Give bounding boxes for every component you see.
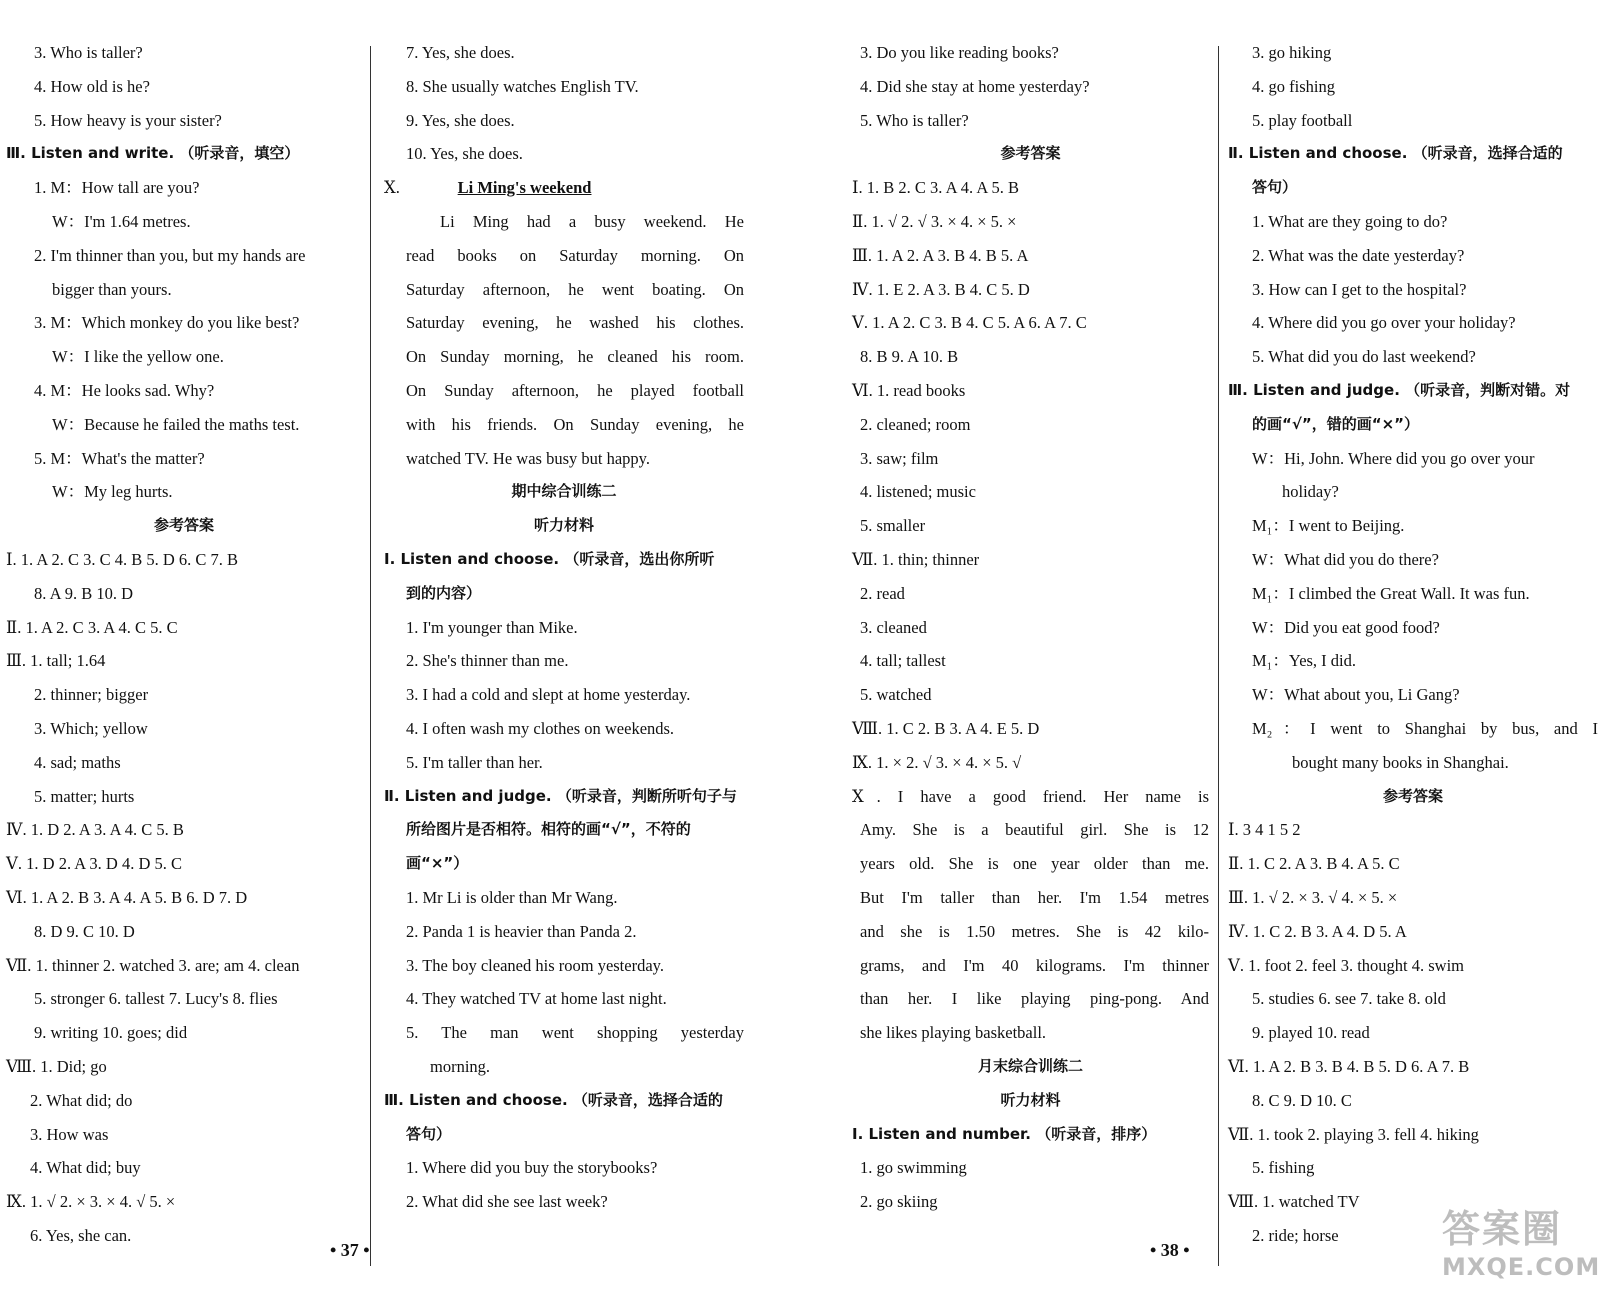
text-line: 5. smaller xyxy=(860,516,926,536)
section-number: Ⅹ. xyxy=(384,178,458,198)
text-line: 5. The man went shopping yesterday xyxy=(406,1023,744,1043)
text-line: grams, and I'm 40 kilograms. I'm thinner xyxy=(860,955,1209,975)
text-line: M₂：I went to Shanghai by bus, and I xyxy=(1252,718,1598,738)
text-line: W：My leg hurts. xyxy=(52,482,173,502)
text-line: holiday? xyxy=(1282,482,1339,502)
text-line: 4. They watched TV at home last night. xyxy=(406,989,667,1009)
text-line: bought many books in Shanghai. xyxy=(1292,752,1509,772)
text-line: 1. Mr Li is older than Mr Wang. xyxy=(406,887,618,907)
text-line: 4. How old is he? xyxy=(34,76,150,96)
text-line: 参考答案 xyxy=(1000,144,1061,163)
text-line: Ⅲ. 1. A 2. A 3. B 4. B 5. A xyxy=(852,245,1029,265)
page-number-37: • 37 • xyxy=(330,1240,370,1260)
text-line: Ⅱ. 1. C 2. A 3. B 4. A 5. C xyxy=(1228,854,1400,874)
text-line: W：I like the yellow one. xyxy=(52,347,224,367)
text-line: W：Did you eat good food? xyxy=(1252,617,1440,637)
text-line: Ⅵ. 1. A 2. B 3. A 4. A 5. B 6. D 7. D xyxy=(6,887,248,907)
text-line: Ⅱ. Listen and judge. （听录音，判断所听句子与 xyxy=(384,786,737,805)
text-line: read books on Saturday morning. On xyxy=(406,245,744,265)
text-line: Ⅳ. 1. C 2. B 3. A 4. D 5. A xyxy=(1228,921,1407,941)
text-line: Ⅶ. 1. thin; thinner xyxy=(852,549,980,569)
text-line: 3. go hiking xyxy=(1252,43,1332,62)
text-line: 4. Where did you go over your holiday? xyxy=(1252,313,1516,333)
text-line: 2. What did she see last week? xyxy=(406,1192,608,1212)
text-line: morning. xyxy=(430,1056,491,1076)
text-line: W：Hi, John. Where did you go over your xyxy=(1252,448,1535,468)
text-line: 的画“√”，错的画“×”） xyxy=(1252,414,1420,433)
text-line: 3. Which; yellow xyxy=(34,718,148,738)
text-line: 2. thinner; bigger xyxy=(34,685,149,705)
text-line: 8. D 9. C 10. D xyxy=(34,921,135,941)
text-line: 5. Who is taller? xyxy=(860,110,969,130)
text-line: 5. studies 6. see 7. take 8. old xyxy=(1252,989,1446,1009)
text-line: Ⅲ. 1. tall; 1.64 xyxy=(6,651,106,671)
text-line: 4. I often wash my clothes on weekends. xyxy=(406,718,675,738)
text-line: M₁：I climbed the Great Wall. It was fun. xyxy=(1252,583,1530,603)
text-line: 6. Yes, she can. xyxy=(30,1225,132,1245)
passage-title-text: Li Ming's weekend xyxy=(457,178,592,198)
text-line: 4. listened; music xyxy=(860,482,976,502)
text-line: Ⅰ. Listen and number. （听录音，排序） xyxy=(852,1124,1157,1143)
page-number-38: • 38 • xyxy=(1150,1240,1190,1260)
text-line: 月末综合训练二 xyxy=(977,1056,1083,1075)
text-line: 9. played 10. read xyxy=(1252,1023,1370,1043)
text-line: 5. I'm taller than her. xyxy=(406,752,543,772)
text-line: 参考答案 xyxy=(1382,786,1443,805)
text-line: 参考答案 xyxy=(153,516,214,535)
text-line: 期中综合训练二 xyxy=(511,482,617,501)
text-line: Ⅰ. 3 4 1 5 2 xyxy=(1228,820,1301,840)
column-4 xyxy=(1228,36,1598,1253)
text-line: 9. Yes, she does. xyxy=(406,110,515,130)
text-line: she likes playing basketball. xyxy=(860,1023,1047,1043)
text-line: 8. A 9. B 10. D xyxy=(34,583,134,603)
text-line: watched TV. He was busy but happy. xyxy=(406,448,650,468)
text-line: Ⅸ. 1. √ 2. × 3. × 4. √ 5. × xyxy=(6,1192,176,1212)
text-line: 4. M：He looks sad. Why? xyxy=(34,380,215,400)
text-line: Ⅵ. 1. A 2. B 3. B 4. B 5. D 6. A 7. B xyxy=(1228,1056,1470,1076)
text-line: 3. How was xyxy=(30,1124,109,1144)
text-line: 2. She's thinner than me. xyxy=(406,651,569,671)
text-line: Ⅷ. 1. C 2. B 3. A 4. E 5. D xyxy=(852,718,1040,738)
text-line: Ⅲ. Listen and write. （听录音，填空） xyxy=(6,144,300,163)
watermark-text-url: MXQE.COM xyxy=(1442,1253,1600,1281)
text-line: 1. go swimming xyxy=(860,1158,967,1178)
text-line: 8. B 9. A 10. B xyxy=(860,347,959,367)
text-line: 1. I'm younger than Mike. xyxy=(406,617,578,637)
text-line: 8. She usually watches English TV. xyxy=(406,76,639,96)
text-line: 2. ride; horse xyxy=(1252,1225,1339,1245)
text-line: Ⅹ. I have a good friend. Her name is xyxy=(852,786,1209,806)
text-line: 3. Do you like reading books? xyxy=(860,43,1059,62)
text-line: 4. tall; tallest xyxy=(860,651,946,671)
text-line: 5. What did you do last weekend? xyxy=(1252,347,1476,367)
text-line: Ⅲ. Listen and judge. （听录音，判断对错。对 xyxy=(1228,380,1571,399)
text-line: Ⅰ. 1. A 2. C 3. C 4. B 5. D 6. C 7. B xyxy=(6,549,239,569)
text-line: 5. M：What's the matter? xyxy=(34,448,205,468)
text-line: Li Ming had a busy weekend. He xyxy=(440,211,744,231)
column-2 xyxy=(384,36,744,1219)
text-line: 2. Panda 1 is heavier than Panda 2. xyxy=(406,921,637,941)
text-line: 听力材料 xyxy=(1000,1090,1061,1109)
text-line: with his friends. On Sunday evening, he xyxy=(406,414,744,434)
text-line: 10. Yes, she does. xyxy=(406,144,523,164)
text-line: 5. fishing xyxy=(1252,1158,1315,1178)
text-line: 9. writing 10. goes; did xyxy=(34,1023,188,1043)
text-line: 8. C 9. D 10. C xyxy=(1252,1090,1352,1110)
text-line: Ⅳ. 1. E 2. A 3. B 4. C 5. D xyxy=(852,279,1030,299)
text-line: 2. What did; do xyxy=(30,1090,133,1110)
text-line: Ⅷ. 1. Did; go xyxy=(6,1056,107,1076)
text-line: 2. I'm thinner than you, but my hands are xyxy=(34,245,306,265)
column-1 xyxy=(6,36,362,1253)
column-3 xyxy=(852,36,1209,1219)
column-divider-left xyxy=(370,46,371,1266)
text-line: W：What about you, Li Gang? xyxy=(1252,685,1460,705)
text-line: 听力材料 xyxy=(533,516,594,535)
text-line: Ⅶ. 1. thinner 2. watched 3. are; am 4. clean xyxy=(6,955,300,975)
text-line: 5. play football xyxy=(1252,110,1353,130)
text-line: 2. go skiing xyxy=(860,1192,938,1212)
text-line: 2. cleaned; room xyxy=(860,414,971,434)
text-line: Ⅴ. 1. foot 2. feel 3. thought 4. swim xyxy=(1228,955,1465,975)
text-line: 3. Who is taller? xyxy=(34,43,143,62)
text-line: 3. saw; film xyxy=(860,448,939,468)
text-line: Saturday evening, he washed his clothes. xyxy=(406,313,744,333)
text-line: 1. M：How tall are you? xyxy=(34,178,200,198)
text-line: 4. sad; maths xyxy=(34,752,121,772)
text-line: Ⅰ. 1. B 2. C 3. A 4. A 5. B xyxy=(852,178,1019,198)
text-line: 4. What did; buy xyxy=(30,1158,141,1178)
text-line: M₁：Yes, I did. xyxy=(1252,651,1357,671)
text-line: Ⅸ. 1. × 2. √ 3. × 4. × 5. √ xyxy=(852,752,1022,772)
text-line: Ⅱ. 1. A 2. C 3. A 4. C 5. C xyxy=(6,617,178,637)
text-line: Ⅲ. 1. √ 2. × 3. √ 4. × 5. × xyxy=(1228,887,1398,907)
text-line: 4. go fishing xyxy=(1252,76,1335,96)
text-line: 5. stronger 6. tallest 7. Lucy's 8. flies xyxy=(34,989,278,1009)
text-line: 2. What was the date yesterday? xyxy=(1252,245,1465,265)
text-line: But I'm taller than her. I'm 1.54 metres xyxy=(860,887,1209,907)
text-line: 5. How heavy is your sister? xyxy=(34,110,222,130)
text-line: 答句） xyxy=(1252,178,1298,197)
text-line: and she is 1.50 metres. She is 42 kilo- xyxy=(860,921,1209,941)
text-line: On Sunday afternoon, he played football xyxy=(406,380,744,400)
text-line: On Sunday morning, he cleaned his room. xyxy=(406,347,744,367)
text-line: 3. cleaned xyxy=(860,617,927,637)
text-line: 3. I had a cold and slept at home yesterday. xyxy=(406,685,691,705)
text-line: 1. Where did you buy the storybooks? xyxy=(406,1158,658,1178)
text-line: 3. The boy cleaned his room yesterday. xyxy=(406,955,664,975)
text-line: Ⅴ. 1. D 2. A 3. D 4. D 5. C xyxy=(6,854,183,874)
text-line: Ⅰ. Listen and choose. （听录音，选出你所听 xyxy=(384,549,715,568)
text-line: 答句） xyxy=(406,1124,452,1143)
text-line: 画“×”） xyxy=(406,854,469,873)
text-line: 5. watched xyxy=(860,685,932,705)
text-line: W：Because he failed the maths test. xyxy=(52,414,300,434)
text-line: Amy. She is a beautiful girl. She is 12 xyxy=(860,820,1209,840)
text-line: bigger than yours. xyxy=(52,279,172,299)
text-line: W：I'm 1.64 metres. xyxy=(52,211,191,231)
watermark-text-cn: 答案圈 xyxy=(1442,1207,1563,1251)
watermark-logo xyxy=(1442,1198,1600,1284)
text-line: years old. She is one year older than me. xyxy=(860,854,1209,874)
text-line: Ⅳ. 1. D 2. A 3. A 4. C 5. B xyxy=(6,820,184,840)
text-line: Ⅲ. Listen and choose. （听录音，选择合适的 xyxy=(384,1090,723,1109)
text-line: Saturday afternoon, he went boating. On xyxy=(406,279,744,299)
text-line: 7. Yes, she does. xyxy=(406,43,515,62)
text-line: 5. matter; hurts xyxy=(34,786,135,806)
passage-title xyxy=(384,171,744,205)
text-line: Ⅱ. 1. √ 2. √ 3. × 4. × 5. × xyxy=(852,211,1017,231)
text-line: 1. What are they going to do? xyxy=(1252,211,1448,231)
text-line: Ⅵ. 1. read books xyxy=(852,380,966,400)
text-line: 到的内容） xyxy=(406,583,482,602)
text-line: M₁：I went to Beijing. xyxy=(1252,516,1405,536)
text-line: Ⅱ. Listen and choose. （听录音，选择合适的 xyxy=(1228,144,1563,163)
text-line: than her. I like playing ping-pong. And xyxy=(860,989,1209,1009)
text-line: Ⅷ. 1. watched TV xyxy=(1228,1192,1360,1212)
text-line: W：What did you do there? xyxy=(1252,549,1439,569)
text-line: 2. read xyxy=(860,583,905,603)
text-line: Ⅶ. 1. took 2. playing 3. fell 4. hiking xyxy=(1228,1124,1479,1144)
text-line: 所给图片是否相符。相符的画“√”，不符的 xyxy=(406,820,691,839)
text-line: Ⅴ. 1. A 2. C 3. B 4. C 5. A 6. A 7. C xyxy=(852,313,1087,333)
text-line: 4. Did she stay at home yesterday? xyxy=(860,76,1090,96)
text-line: 3. How can I get to the hospital? xyxy=(1252,279,1467,299)
text-line: 3. M：Which monkey do you like best? xyxy=(34,313,300,333)
column-divider-right xyxy=(1218,46,1219,1266)
